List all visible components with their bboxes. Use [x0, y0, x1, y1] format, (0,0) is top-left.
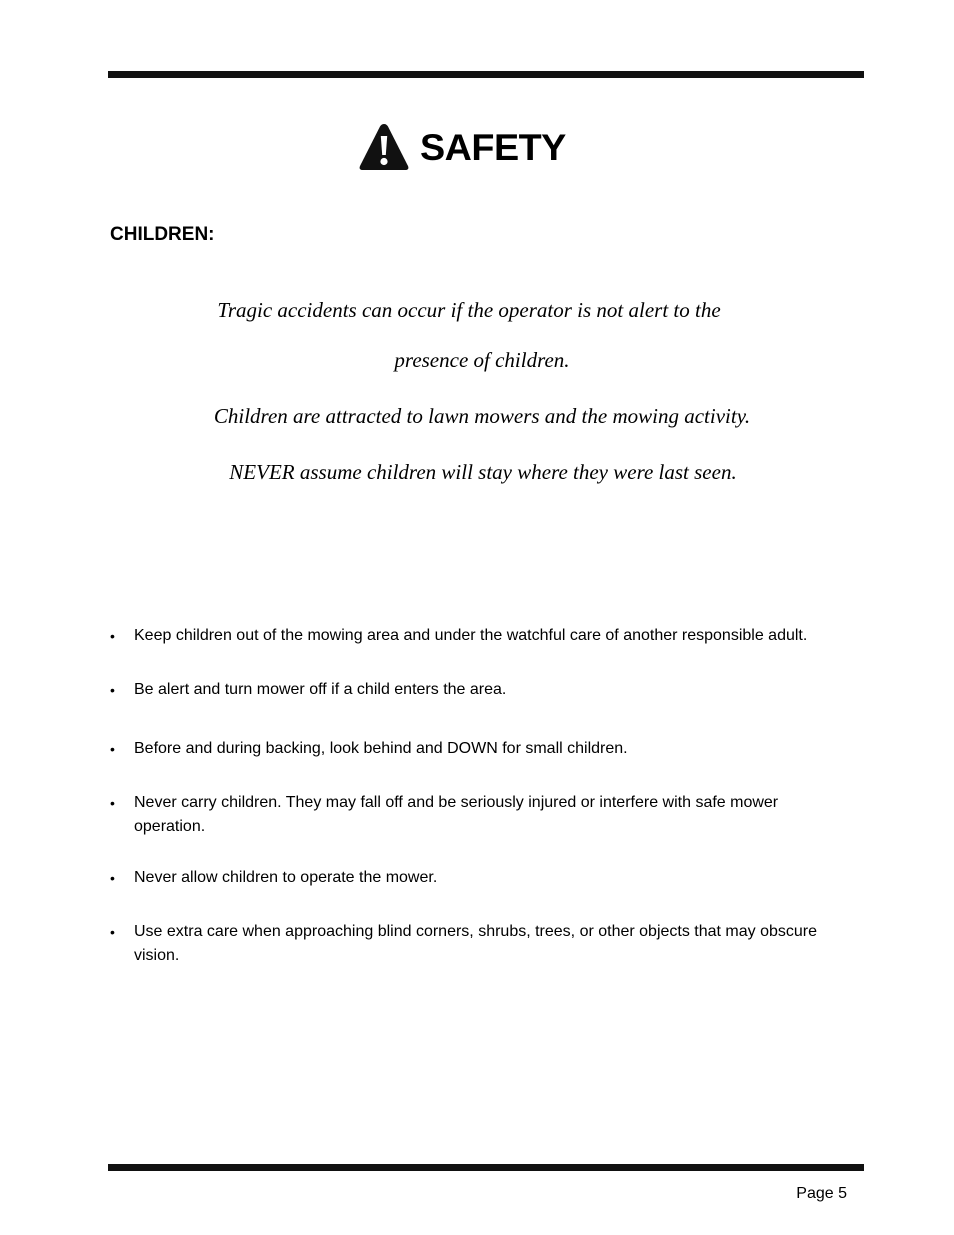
list-item-text: Use extra care when approaching blind corners, shrubs, trees, or other objects that may obscure vision. — [134, 923, 818, 964]
list-item — [108, 920, 848, 968]
bottom-divider — [108, 1164, 864, 1171]
page-number: Page 5 — [796, 1185, 847, 1202]
list-item — [108, 866, 848, 890]
bullet-marker: • — [110, 795, 115, 811]
section-heading: CHILDREN: — [110, 224, 215, 245]
warning-line: NEVER assume children will stay where they were last seen. — [229, 460, 737, 484]
warning-line: Children are attracted to lawn mowers and the mowing activity. — [213, 404, 751, 428]
list-item — [108, 737, 848, 761]
bullet-marker: • — [110, 682, 115, 698]
bullet-marker: • — [110, 628, 115, 644]
bullet-marker: • — [110, 870, 115, 886]
warning-icon — [358, 122, 410, 172]
list-item-text: Be alert and turn mower off if a child enters the area. — [134, 681, 507, 698]
warning-line: presence of children. — [394, 348, 570, 372]
list-item — [108, 678, 848, 702]
list-item-text: Never allow children to operate the mower. — [134, 869, 438, 886]
list-item-text: Never carry children. They may fall off and be seriously injured or interfere with safe mower operation. — [134, 794, 779, 835]
bullet-marker: • — [110, 924, 115, 940]
safety-header — [358, 118, 576, 176]
warning-line: Tragic accidents can occur if the operator is not alert to the — [217, 298, 721, 322]
list-item — [108, 791, 848, 839]
list-item — [108, 624, 848, 648]
list-item-text: Keep children out of the mowing area and under the watchful care of another responsible adult. — [134, 627, 808, 644]
bullet-marker: • — [110, 741, 115, 757]
list-item-text: Before and during backing, look behind and DOWN for small children. — [134, 740, 628, 757]
page-title: SAFETY — [420, 126, 566, 168]
top-divider — [108, 71, 864, 78]
